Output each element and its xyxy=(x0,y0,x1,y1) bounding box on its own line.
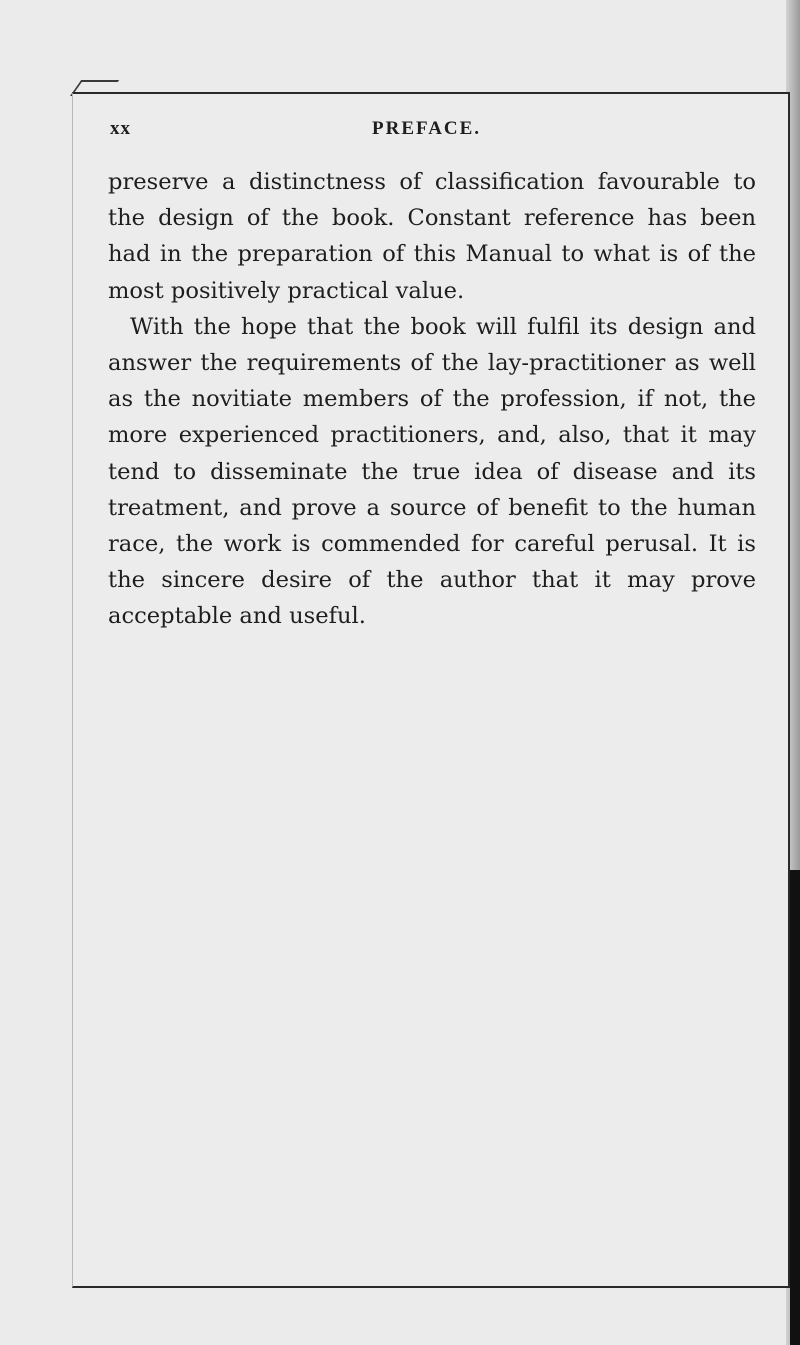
running-head xyxy=(108,118,748,148)
page-number: xx xyxy=(110,118,131,139)
running-title: PREFACE. xyxy=(372,118,482,139)
binding-edge xyxy=(790,870,800,1345)
preface-text xyxy=(108,164,756,635)
paragraph-continuation: preserve a distinctness of classification favourable to the design of the book. Constant reference has been had in the preparation of this Manual to what is of the most positively practical value. xyxy=(108,169,756,304)
paragraph-closing: With the hope that the book will fulfil its design and answer the requirements of the lay-practitioner as well as the novitiate members of the profession, if not, the more experienced practitioners, and, also, that it may tend to disseminate the true idea of disease and its treatment, and prove a source of benefit to the human race, the work is commended for careful perusal. It is the sincere desire of the author that it may prove acceptable and useful. xyxy=(108,313,756,630)
